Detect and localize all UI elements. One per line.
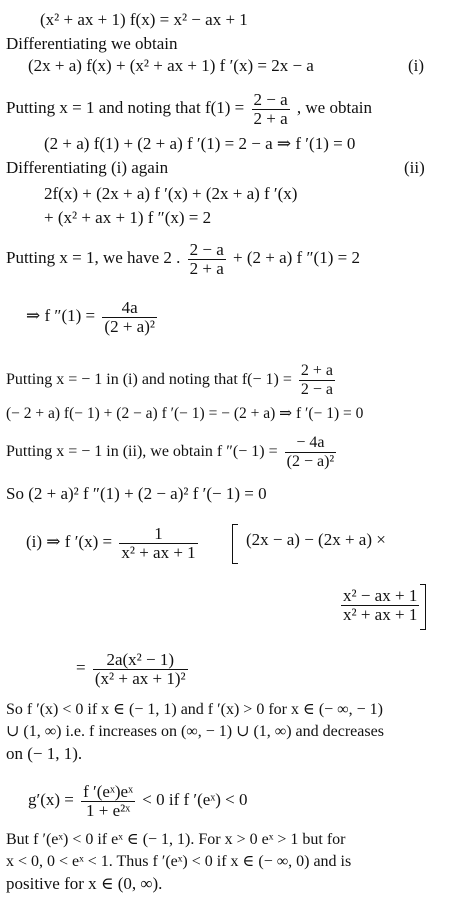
equation-ii-line1: 2f(x) + (2x + a) f ′(x) + (2x + a) f ′(x) bbox=[44, 184, 298, 203]
fraction-putting: $\frac{2 - a}{2 + a}$ bbox=[189, 239, 224, 278]
text-thus: x < 0, 0 < eˣ < 1. Thus f ′(eˣ) < 0 if x ∈ (− ∞, 0) and is bbox=[6, 853, 352, 870]
fraction-f-double-prime-minus-1: $\frac{- 4a}{\text{(2 − a)²}}$ bbox=[286, 434, 335, 470]
text-differentiating: Differentiating we obtain bbox=[6, 34, 178, 53]
equation-tag-ii: (ii) bbox=[404, 158, 425, 177]
fraction-g-prime: $\frac{\text{f ′(eˣ)eˣ}}{\text{1 + e²ˣ}}$ bbox=[83, 781, 134, 820]
text-increases: ∪ (1, ∞) i.e. f increases on (∞, − 1) ∪ (1, ∞) and decreases bbox=[6, 723, 384, 740]
equation-so-sum: So (2 + a)² f ″(1) + (2 − a)² f ′(− 1) = 0 bbox=[6, 484, 267, 503]
bracket-expression: (2x − a) − (2x + a) × bbox=[246, 530, 386, 549]
right-bracket bbox=[420, 584, 426, 630]
fraction-simplified: $\frac{\text{2a(x² − 1)}}{\text{(x² + ax + 1)²}}$ bbox=[94, 649, 186, 688]
equation-f-double-prime-1: ⇒ f ″(1) = $\frac{4a}{\text{(2 + a)²}}$ bbox=[26, 297, 155, 336]
fraction-reciprocal: $\frac{1}{\text{x² + ax + 1}}$ bbox=[121, 523, 196, 562]
text-positive: positive for x ∈ (0, ∞). bbox=[6, 874, 163, 893]
text-differentiating-again: Differentiating (i) again bbox=[6, 158, 169, 177]
equation-f-prime-minus-1: (− 2 + a) f(− 1) + (2 − a) f ′(− 1) = − (2 + a) ⇒ f ′(− 1) = 0 bbox=[6, 405, 364, 422]
equation-f-prime-x: (i) ⇒ f ′(x) = $\frac{1}{\text{x² + ax + 1}}$ bbox=[26, 523, 196, 562]
text-sign-intervals: So f ′(x) < 0 if x ∈ (− 1, 1) and f ′(x) > 0 for x ∈ (− ∞, − 1) bbox=[6, 701, 383, 718]
text-decreases-interval: on (− 1, 1). bbox=[6, 744, 83, 763]
left-bracket bbox=[232, 524, 238, 564]
text-putting-x-1-second: Putting x = 1, we have 2 . $\frac{2 - a}{2 + a}$ + (2 + a) f ″(1) = 2 bbox=[6, 239, 360, 278]
equation-g-prime: g′(x) = $\frac{\text{f ′(eˣ)eˣ}}{\text{1 + e²ˣ}}$ < 0 if f ′(eˣ) < 0 bbox=[28, 781, 248, 820]
fraction-ratio: $\frac{\text{x² − ax + 1}}{\text{x² + ax + 1}}$ bbox=[343, 585, 418, 624]
equation-tag-i: (i) bbox=[408, 56, 425, 75]
fraction-f1: $\frac{2 - a}{2 + a}$ bbox=[253, 89, 288, 128]
fraction-f-minus-1: $\frac{2 + a}{2 - a}$ bbox=[300, 362, 333, 398]
text-putting-x-minus-1: Putting x = − 1 in (i) and noting that f(− 1) = $\frac{2 + a}{2 - a}$ bbox=[6, 362, 333, 398]
equation-f-prime-1: (2 + a) f(1) + (2 + a) f ′(1) = 2 − a ⇒ f ′(1) = 0 bbox=[44, 134, 356, 153]
equation-ii-line2: + (x² + ax + 1) f ″(x) = 2 bbox=[44, 208, 212, 227]
equation-simplified: = $\frac{\text{2a(x² − 1)}}{\text{(x² + ax + 1)²}}$ bbox=[76, 649, 186, 688]
equation-i: (2x + a) f(x) + (x² + ax + 1) f ′(x) = 2x − a bbox=[28, 56, 314, 75]
text-but: But f ′(eˣ) < 0 if eˣ ∈ (− 1, 1). For x > 0 eˣ > 1 but for bbox=[6, 831, 346, 848]
text-putting-x-1: Putting x = 1 and noting that f(1) = $\frac{2 - a}{2 + a}$ , we obtain bbox=[6, 89, 372, 128]
bracket-fraction bbox=[338, 584, 422, 624]
equation-product: (x² + ax + 1) f(x) = x² − ax + 1 bbox=[40, 10, 248, 29]
text-putting-x-minus-1-ii: Putting x = − 1 in (ii), we obtain f ″(− 1) = $\frac{- 4a}{\text{(2 − a)²}}$ bbox=[6, 434, 335, 470]
fraction-f-double-prime-1: $\frac{4a}{\text{(2 + a)²}}$ bbox=[104, 297, 155, 336]
